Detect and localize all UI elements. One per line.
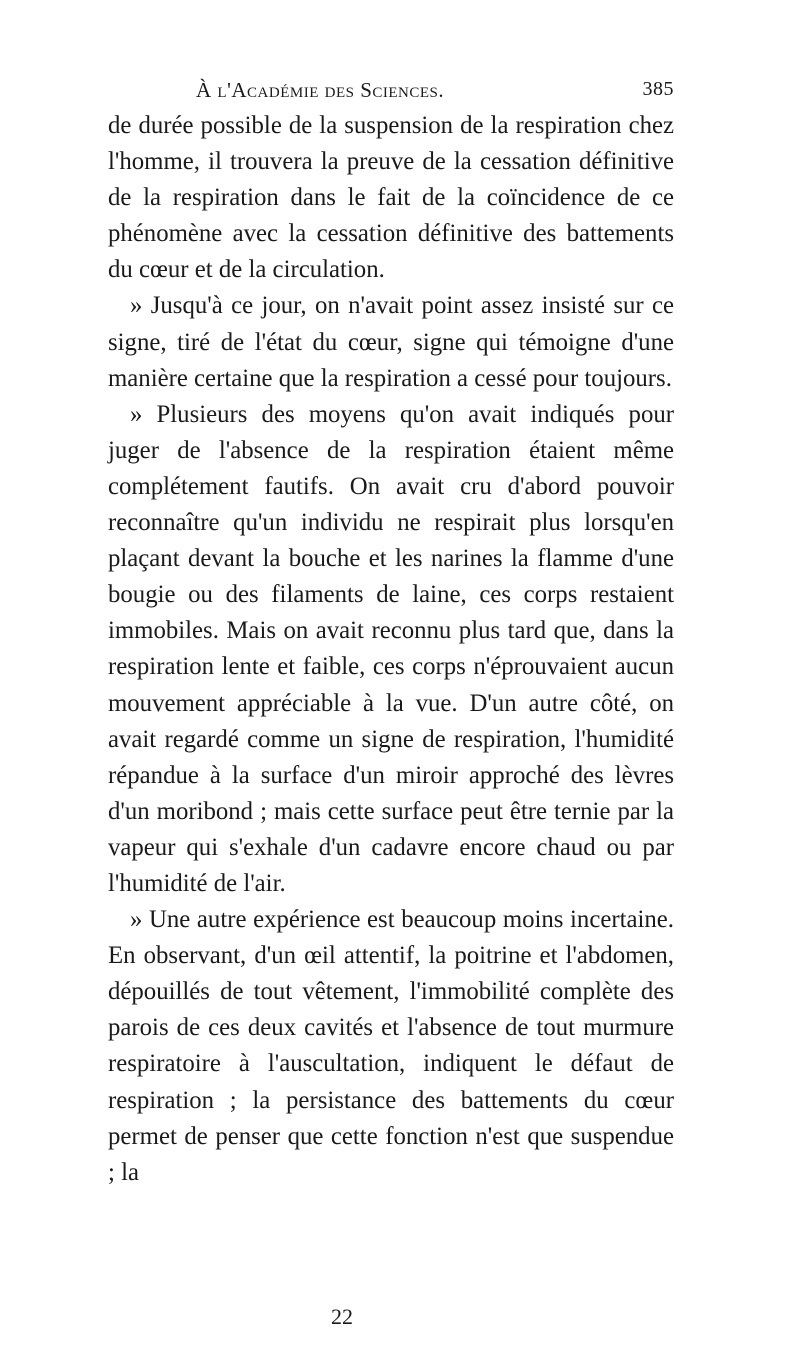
paragraph: de durée possible de la suspension de la respiration chez l'homme, il trouvera la preuve de la cessation définitive de la respiration dans le fait de la coïncidence de ce phénomène avec la cessation définitive des battements du cœur et de la circulation.	[108, 112, 674, 284]
paragraph: » Jusqu'à ce jour, on n'avait point assez insisté sur ce signe, tiré de l'état du cœur, signe qui témoigne d'une manière certaine que la respiration a cessé pour toujours.	[108, 292, 674, 392]
body-text	[108, 108, 674, 1191]
paragraph: » Une autre expérience est beaucoup moins incertaine. En observant, d'un œil attentif, la poitrine et l'abdomen, dépouillés de tout vêtement, l'immobilité complète des parois de ces deux cavités et l'absence de tout murmure respiratoire à l'auscultation, indiquent le défaut de respiration ; la persistance des battements du cœur permet de penser que cette fonction n'est que suspendue ; la	[108, 906, 674, 1186]
running-head-title: À l'Académie des Sciences.	[196, 78, 445, 102]
signature-mark: 22	[331, 1304, 353, 1329]
running-head	[108, 78, 674, 108]
page-number: 385	[642, 78, 674, 100]
book-page	[108, 78, 674, 1191]
paragraph: » Plusieurs des moyens qu'on avait indiqués pour juger de l'absence de la respiration étaient même complétement fautifs. On avait cru d'abord pouvoir reconnaître qu'un individu ne respirait plus lorsqu'en plaçant devant la bouche et les narines la flamme d'une bougie ou des filaments de laine, ces corps restaient immobiles. Mais on avait reconnu plus tard que, dans la respiration lente et faible, ces corps n'éprouvaient aucun mouvement appréciable à la vue. D'un autre côté, on avait regardé comme un signe de respiration, l'humidité répandue à la surface d'un miroir approché des lèvres d'un moribond ; mais cette surface peut être ternie par la vapeur qui s'exhale d'un cadavre encore chaud ou par l'humidité de l'air.	[108, 400, 674, 897]
